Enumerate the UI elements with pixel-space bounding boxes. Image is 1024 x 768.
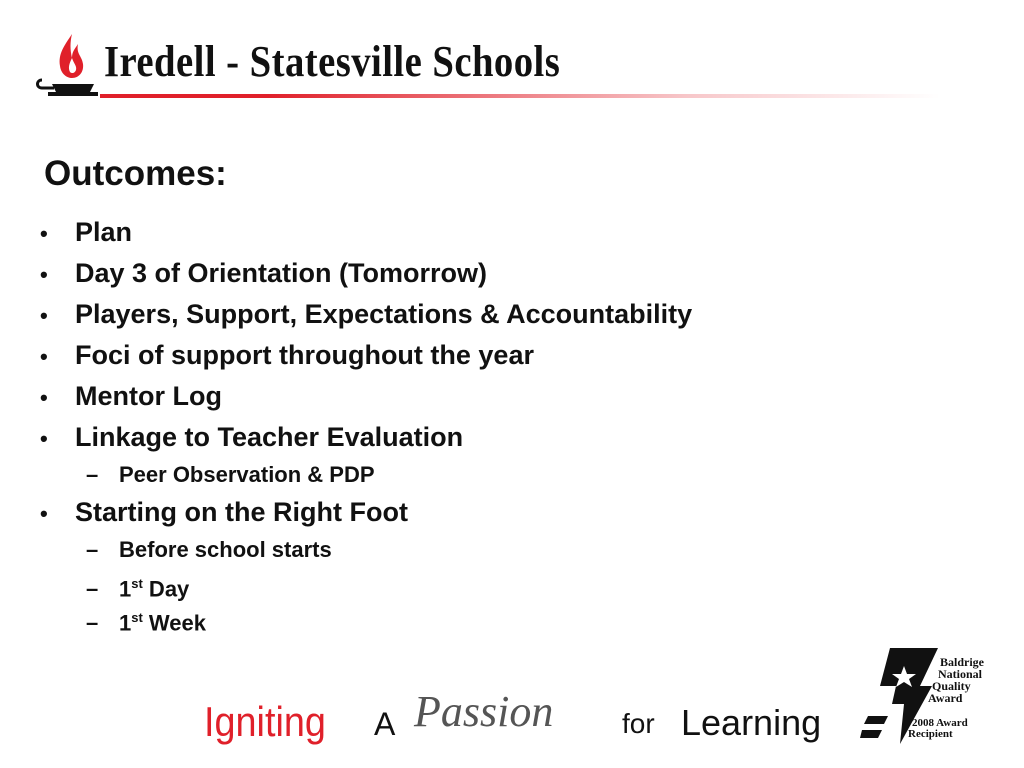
slogan-for: for <box>622 708 655 739</box>
lamp-flame-icon <box>34 28 104 102</box>
list-item <box>40 255 692 296</box>
list-item <box>40 337 692 378</box>
sub-item-label: Before school starts <box>119 537 332 562</box>
list-item-label: Starting on the Right Foot <box>75 497 408 527</box>
list-item-label: Plan <box>75 217 133 247</box>
sub-item-label: Peer Observation & PDP <box>119 462 375 487</box>
sub-list-item <box>40 535 692 569</box>
ordinal-suffix: st <box>131 610 143 625</box>
award-year-text <box>908 718 968 740</box>
list-item-label: Linkage to Teacher Evaluation <box>75 422 464 452</box>
list-item <box>40 214 692 255</box>
sub-list-item <box>40 569 692 603</box>
list-item <box>40 494 692 535</box>
school-name: Iredell - Statesville Schools <box>104 37 561 86</box>
slogan-learning: Learning <box>681 702 822 743</box>
baldrige-award-badge <box>860 646 1000 746</box>
bullet-icon: • <box>40 501 48 526</box>
bullet-icon: • <box>40 262 48 287</box>
ordinal-number: 1 <box>119 576 132 602</box>
sub-list-item <box>40 603 692 637</box>
sub-item-rest: Day <box>142 576 190 602</box>
slide-header <box>0 0 1024 110</box>
bullet-icon: • <box>40 426 48 451</box>
award-line: National <box>938 667 983 681</box>
award-line: Baldrige <box>940 655 984 669</box>
dash-icon: – <box>86 576 99 602</box>
sub-item-label <box>119 603 206 638</box>
bullet-icon: • <box>40 221 48 246</box>
sub-list-item <box>40 460 692 494</box>
award-year-line: Recipient <box>908 728 953 740</box>
award-year-line: 2008 Award <box>912 717 968 729</box>
list-item-label: Players, Support, Expectations & Accountability <box>75 299 693 329</box>
list-item <box>40 296 692 337</box>
dash-icon: – <box>86 462 99 487</box>
slogan-a: A <box>374 706 396 742</box>
bullet-icon: • <box>40 344 48 369</box>
award-text <box>928 655 984 705</box>
bullet-icon: • <box>40 303 48 328</box>
page-title: Outcomes: <box>44 154 227 193</box>
list-item <box>40 419 692 460</box>
list-item <box>40 378 692 419</box>
award-line: Quality <box>932 679 971 693</box>
slogan-passion: Passion <box>414 687 554 736</box>
ordinal-suffix: st <box>131 576 143 591</box>
award-line: Award <box>928 691 963 705</box>
ordinal-number: 1 <box>119 610 132 636</box>
outcome-list <box>40 214 692 637</box>
list-item-label: Day 3 of Orientation (Tomorrow) <box>75 258 488 288</box>
dash-icon: – <box>86 610 99 636</box>
sub-item-rest: Week <box>142 610 206 636</box>
dash-icon: – <box>86 537 99 562</box>
sub-item-label <box>119 569 189 604</box>
list-item-label: Mentor Log <box>75 381 222 411</box>
list-item-label: Foci of support throughout the year <box>75 340 534 370</box>
slogan-igniting: Igniting <box>204 698 326 745</box>
header-rule <box>100 94 940 98</box>
bullet-icon: • <box>40 385 48 410</box>
